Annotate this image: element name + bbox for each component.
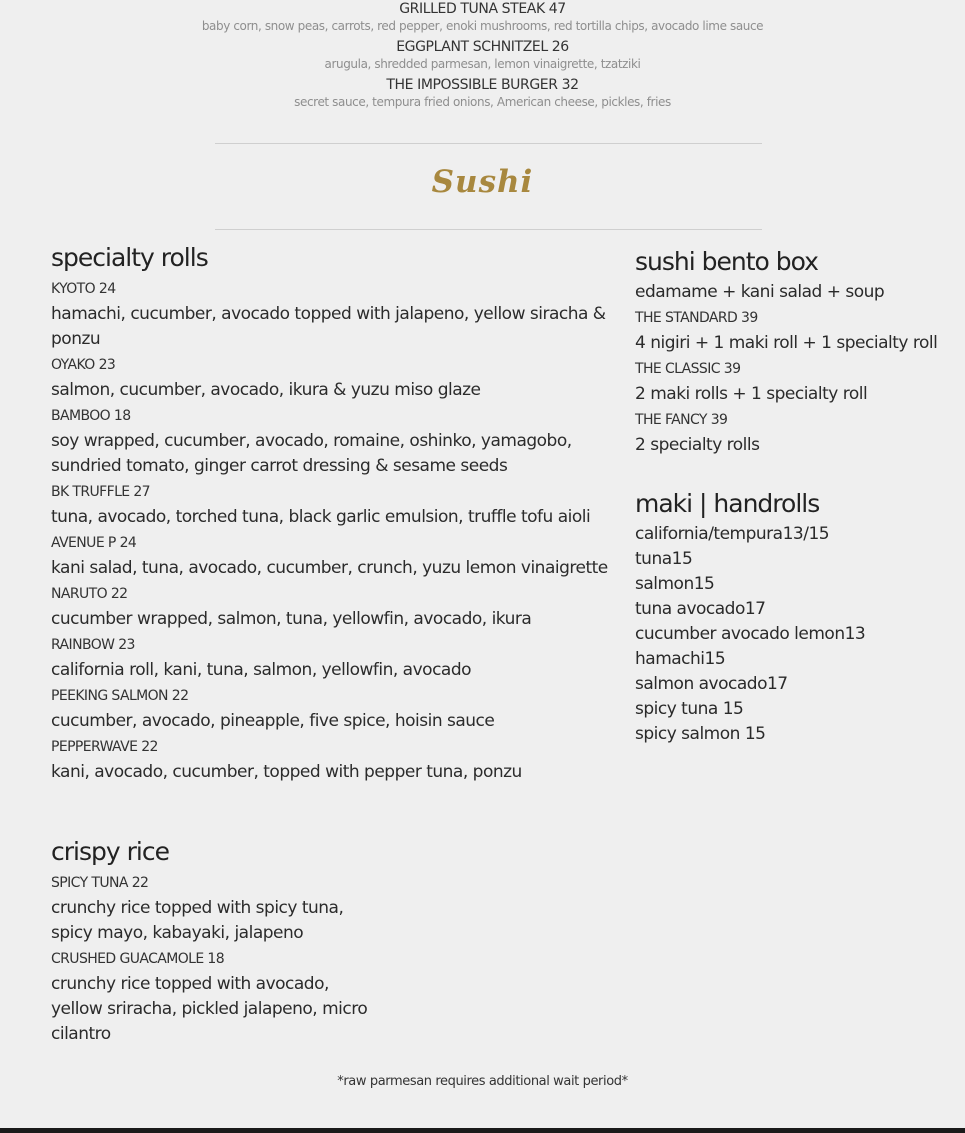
section-divider-bottom: [215, 229, 762, 230]
roll-description: cucumber wrapped, salmon, tuna, yellowfin, avocado, ikura: [51, 609, 532, 629]
roll-description: kani, avocado, cucumber, topped with pepper tuna, ponzu: [51, 762, 522, 782]
crispy-item-description: crunchy rice topped with spicy tuna, spicy mayo, kabayaki, jalapeno: [51, 898, 344, 943]
menu-item-description: arugula, shredded parmesan, lemon vinaigrette, tzatziki: [324, 57, 641, 71]
top-menu-list: [0, 0, 965, 114]
roll-description: cucumber, avocado, pineapple, five spice, hoisin sauce: [51, 711, 495, 731]
roll-name: OYAKO 23: [51, 357, 116, 373]
roll-name: BK TRUFFLE 27: [51, 484, 150, 500]
crispy-item-name: SPICY TUNA 22: [51, 875, 149, 891]
roll-name: AVENUE P 24: [51, 535, 137, 551]
bento-box-section: [635, 244, 965, 458]
crispy-rice-heading: crispy rice: [51, 837, 169, 866]
roll-description: salmon, cucumber, avocado, ikura & yuzu miso glaze: [51, 380, 481, 400]
menu-item-description: baby corn, snow peas, carrots, red pepper, enoki mushrooms, red tortilla chips, avocado lime sauce: [201, 19, 764, 33]
crispy-item-description: crunchy rice topped with avocado, yellow sriracha, pickled jalapeno, micro cilantro: [51, 974, 368, 1044]
maki-item: cucumber avocado lemon13: [635, 624, 866, 644]
roll-description: tuna, avocado, torched tuna, black garlic emulsion, truffle tofu aioli: [51, 507, 591, 527]
maki-item: spicy tuna 15: [635, 699, 744, 719]
roll-name: NARUTO 22: [51, 586, 128, 602]
bento-item-name: THE CLASSIC 39: [635, 361, 741, 377]
footnote: *raw parmesan requires additional wait period*: [337, 1074, 628, 1089]
bottom-bar: [0, 1128, 965, 1133]
bento-item-description: 2 maki rolls + 1 specialty roll: [635, 384, 868, 404]
bento-item-description: 2 specialty rolls: [635, 435, 760, 455]
maki-item: salmon avocado17: [635, 674, 788, 694]
menu-item-name: GRILLED TUNA STEAK 47: [399, 1, 566, 17]
menu-item: [0, 38, 965, 76]
section-divider-top: [215, 143, 762, 144]
roll-name: RAINBOW 23: [51, 637, 135, 653]
maki-item: spicy salmon 15: [635, 724, 766, 744]
bento-box-intro: edamame + kani salad + soup: [635, 282, 885, 302]
specialty-rolls-heading: specialty rolls: [51, 243, 208, 272]
menu-item-description: secret sauce, tempura fried onions, American cheese, pickles, fries: [294, 95, 671, 109]
bento-item-name: THE FANCY 39: [635, 412, 728, 428]
maki-item: salmon15: [635, 574, 715, 594]
roll-name: KYOTO 24: [51, 281, 116, 297]
maki-item: tuna15: [635, 549, 693, 569]
roll-description: soy wrapped, cucumber, avocado, romaine, oshinko, yamagobo, sundried tomato, ginger carrot dressing & sesame seeds: [51, 431, 572, 476]
roll-description: hamachi, cucumber, avocado topped with jalapeno, yellow siracha & ponzu: [51, 304, 606, 349]
maki-item: hamachi15: [635, 649, 726, 669]
bento-item-name: THE STANDARD 39: [635, 310, 758, 326]
section-title: Sushi: [431, 164, 534, 200]
maki-handrolls-section: [635, 486, 965, 747]
bento-box-heading: sushi bento box: [635, 247, 818, 276]
right-column: [635, 244, 965, 747]
menu-item-name: THE IMPOSSIBLE BURGER 32: [386, 77, 579, 93]
crispy-rice-section: [51, 834, 381, 1047]
crispy-item-name: CRUSHED GUACAMOLE 18: [51, 951, 225, 967]
menu-item: [0, 0, 965, 38]
maki-handrolls-heading: maki | handrolls: [635, 489, 820, 518]
menu-item-name: EGGPLANT SCHNITZEL 26: [396, 39, 569, 55]
menu-item: [0, 76, 965, 114]
maki-item: california/tempura13/15: [635, 524, 830, 544]
roll-description: kani salad, tuna, avocado, cucumber, crunch, yuzu lemon vinaigrette: [51, 558, 608, 578]
bento-item-description: 4 nigiri + 1 maki roll + 1 specialty roll: [635, 333, 938, 353]
roll-name: PEEKING SALMON 22: [51, 688, 189, 704]
roll-description: california roll, kani, tuna, salmon, yellowfin, avocado: [51, 660, 472, 680]
roll-name: BAMBOO 18: [51, 408, 131, 424]
specialty-rolls-section: [51, 240, 611, 785]
roll-name: PEPPERWAVE 22: [51, 739, 158, 755]
maki-item: tuna avocado17: [635, 599, 766, 619]
